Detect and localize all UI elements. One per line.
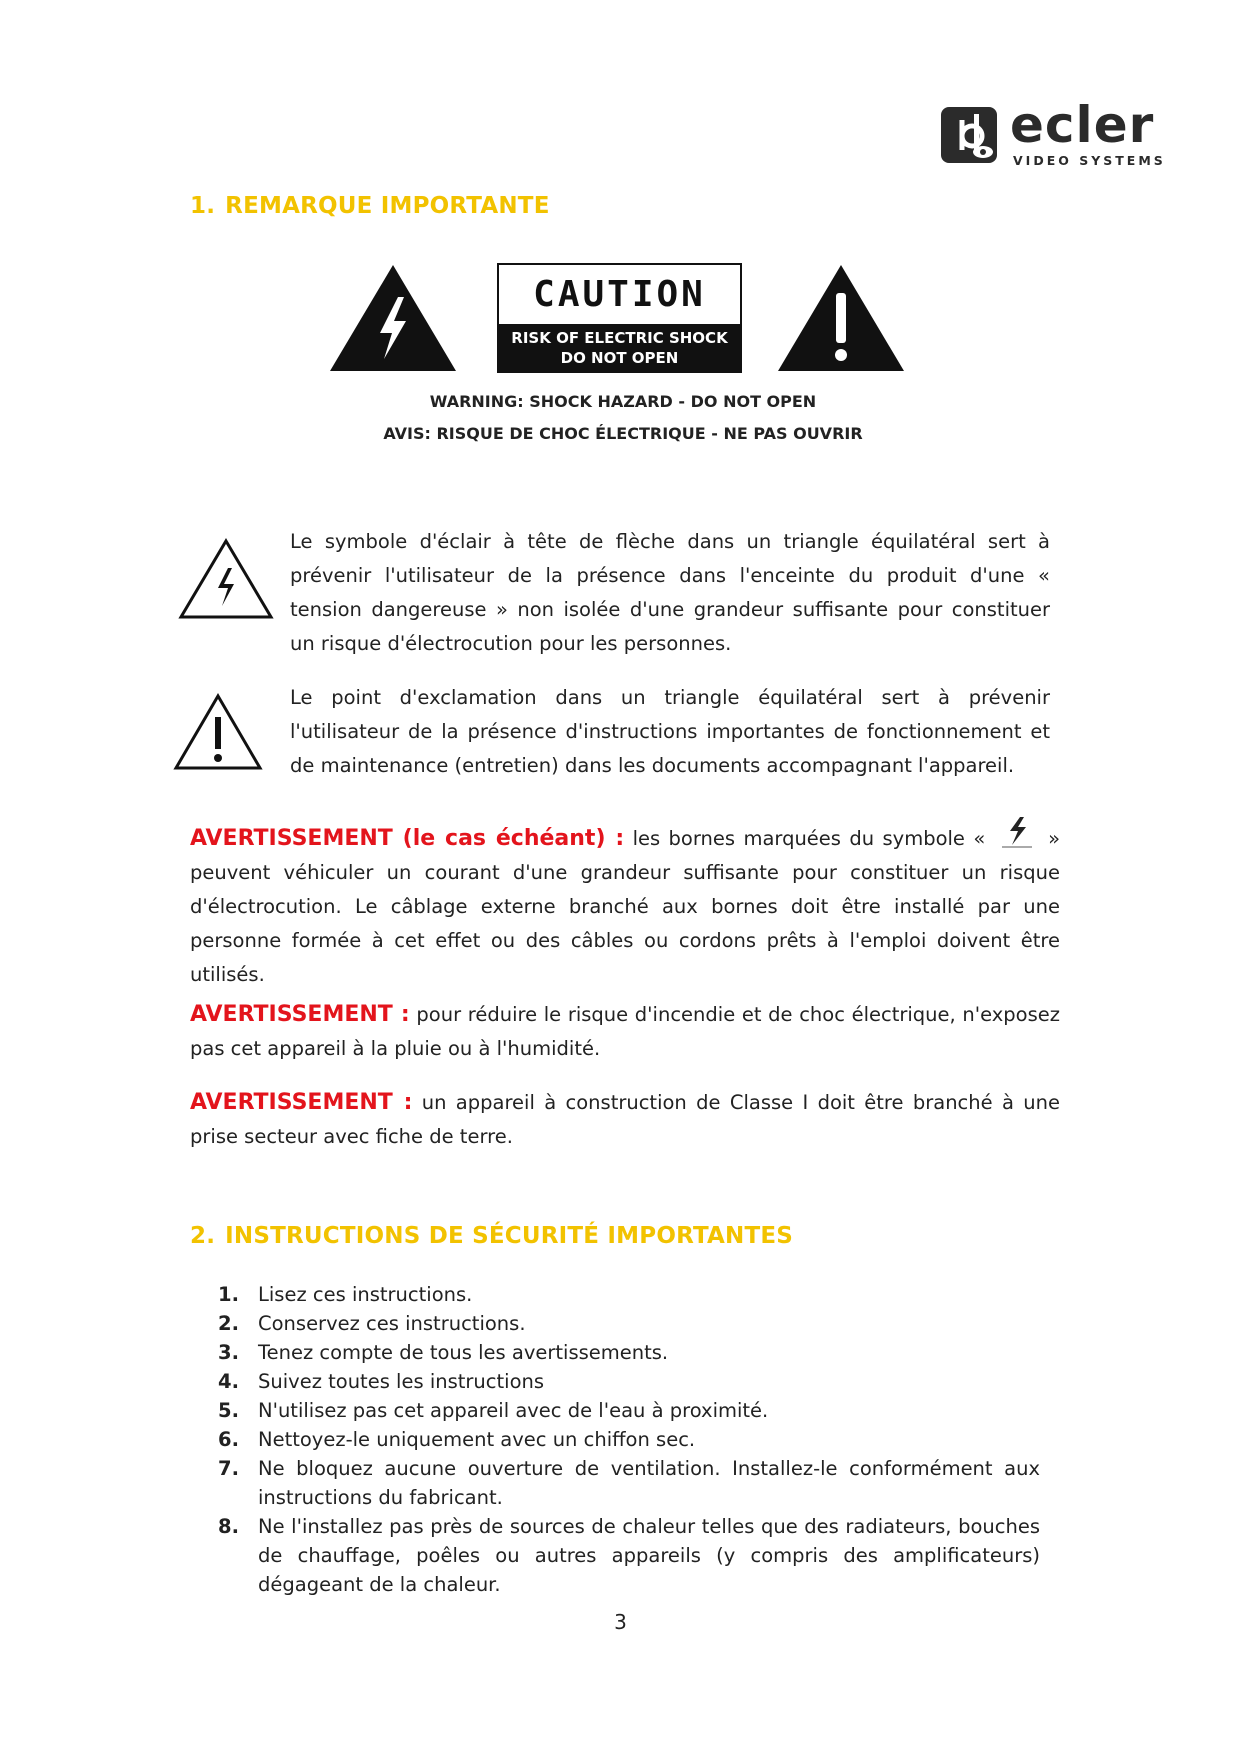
ecler-logo — [940, 96, 1170, 176]
caution-label — [497, 263, 742, 373]
warning-3-label: AVERTISSEMENT : — [190, 1090, 413, 1115]
list-item — [218, 1425, 1040, 1454]
list-item — [218, 1338, 1040, 1367]
list-item-number: 5. — [218, 1399, 239, 1422]
section-2-title — [190, 1223, 793, 1249]
section-1-title — [190, 193, 550, 219]
list-item-number: 2. — [218, 1312, 239, 1335]
lightning-triangle-icon — [178, 538, 274, 620]
list-item-number: 6. — [218, 1428, 239, 1451]
ecler-logo-mark — [940, 106, 1000, 166]
warning-french: AVIS: RISQUE DE CHOC ÉLECTRIQUE - NE PAS OUVRIR — [383, 424, 863, 443]
list-item-number: 1. — [218, 1283, 239, 1306]
exclamation-symbol-description: Le point d'exclamation dans un triangle équilatéral sert à prévenir l'utilisateur de la présence d'instructions importantes de fonctionnement et de maintenance (entretien) dans les documents accompagnant l'appareil. — [290, 686, 1050, 777]
section-2-number: 2. — [190, 1223, 216, 1249]
caution-line-1: RISK OF ELECTRIC SHOCK — [511, 329, 728, 347]
list-item — [218, 1454, 1040, 1512]
warning-1-label: AVERTISSEMENT (le cas échéant) : — [190, 826, 625, 851]
lightning-warning-icon — [328, 263, 458, 373]
logo-subtitle: VIDEO SYSTEMS — [1013, 153, 1166, 168]
warning-1-text-before: les bornes marquées du symbole « — [632, 827, 986, 850]
list-item-text: Conservez ces instructions. — [258, 1312, 526, 1335]
warning-2-text: pour réduire le risque d'incendie et de choc électrique, n'exposez pas cet appareil à la pluie ou à l'humidité. — [190, 1003, 1061, 1060]
lightning-symbol-description: Le symbole d'éclair à tête de flèche dans un triangle équilatéral sert à prévenir l'utilisateur de la présence dans l'enceinte du produit d'une « tension dangereuse » non isolée d'une grandeur suffisante pour constituer un risque d'électrocution pour les personnes. — [290, 530, 1050, 655]
warning-english: WARNING: SHOCK HAZARD - DO NOT OPEN — [429, 392, 817, 411]
section-1-number: 1. — [190, 193, 216, 219]
list-item-text: Suivez toutes les instructions — [258, 1370, 545, 1393]
warning-2 — [190, 998, 1060, 1066]
list-item-number: 7. — [218, 1457, 239, 1480]
list-item-number: 8. — [218, 1515, 239, 1538]
list-item-text: N'utilisez pas cet appareil avec de l'eau à proximité. — [258, 1399, 769, 1422]
warning-3-text: un appareil à construction de Classe I doit être branché à une prise secteur avec fiche de terre. — [190, 1091, 1060, 1148]
list-item-text: Tenez compte de tous les avertissements. — [258, 1341, 669, 1364]
section-2-label: INSTRUCTIONS DE SÉCURITÉ IMPORTANTES — [225, 1223, 794, 1249]
list-item — [218, 1367, 1040, 1396]
list-item-number: 4. — [218, 1370, 239, 1393]
warning-1-text-after: » peuvent véhiculer un courant d'une grandeur suffisante pour constituer un risque d'électrocution. Le câblage externe branché aux bornes doit être installé par une personne formée à cet effet ou des câbles ou cordons prêts à l'emploi doivent être utilisés. — [190, 827, 1060, 986]
list-item — [218, 1280, 1040, 1309]
list-item-text: Nettoyez-le uniquement avec un chiffon sec. — [258, 1428, 696, 1451]
warning-2-label: AVERTISSEMENT : — [190, 1002, 410, 1027]
caution-subtext — [499, 324, 740, 371]
warning-1 — [190, 815, 1060, 992]
page-number: 3 — [614, 1610, 627, 1634]
section-1-label: REMARQUE IMPORTANTE — [225, 193, 550, 219]
list-item-text: Lisez ces instructions. — [258, 1283, 473, 1306]
caution-line-2: DO NOT OPEN — [560, 349, 679, 367]
list-item-text: Ne l'installez pas près de sources de chaleur telles que des radiateurs, bouches de chauffage, poêles ou autres appareils (y compris des amplificateurs) dégageant de la chaleur. — [258, 1515, 1040, 1596]
instructions-list — [218, 1280, 1040, 1599]
exclamation-triangle-icon — [173, 693, 263, 771]
logo-brand: ecler — [1010, 96, 1155, 154]
exclamation-warning-icon — [776, 263, 906, 373]
caution-heading: CAUTION — [533, 274, 706, 315]
list-item-text: Ne bloquez aucune ouverture de ventilation. Installez-le conformément aux instructions du fabricant. — [258, 1457, 1040, 1509]
terminal-lightning-icon — [998, 815, 1036, 849]
list-item — [218, 1512, 1040, 1599]
warning-3 — [190, 1086, 1060, 1154]
list-item — [218, 1396, 1040, 1425]
list-item — [218, 1309, 1040, 1338]
list-item-number: 3. — [218, 1341, 239, 1364]
